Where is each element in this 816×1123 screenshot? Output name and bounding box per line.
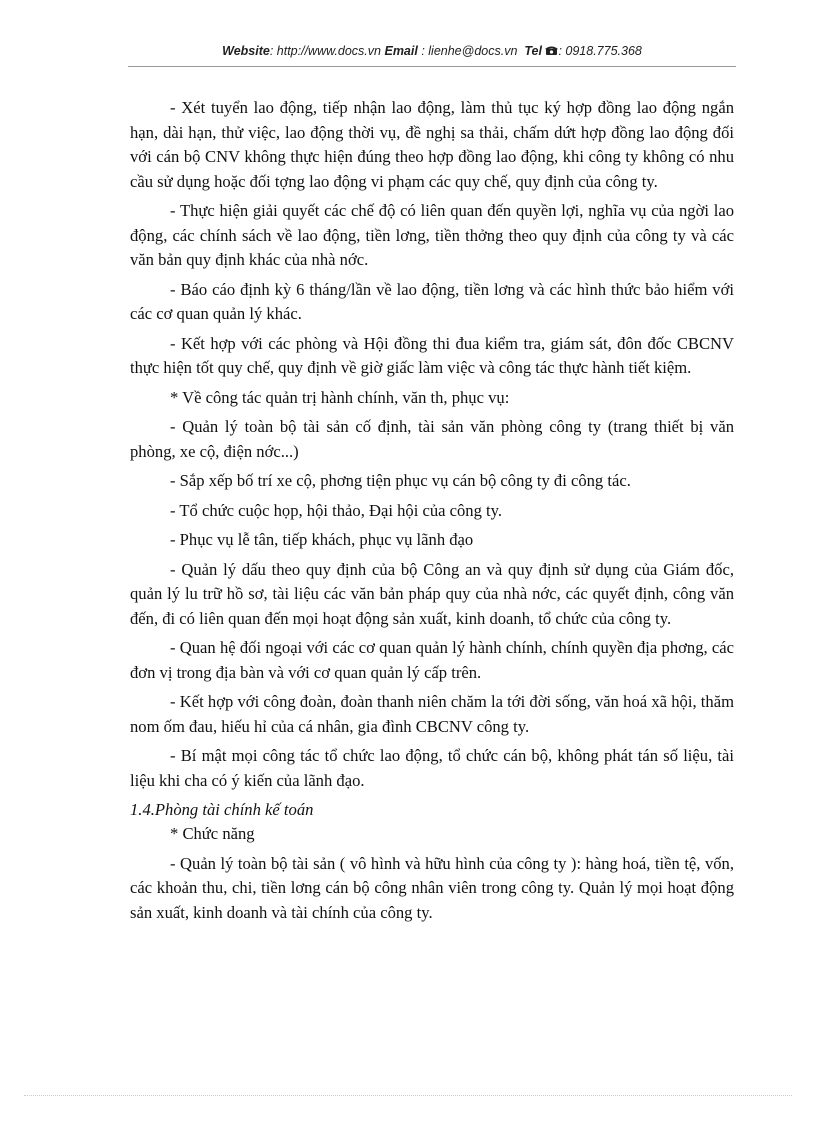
paragraph: - Thực hiện giải quyết các chế độ có liên quan đến quyền lợi, nghĩa vụ của ngời lao động, các chính sách về lao động, tiền lơng, tiền thởng theo quy định của công ty và các văn bản quy định khác của nhà nớc. [130, 201, 734, 269]
section-heading: 1.4.Phòng tài chính kế toán [130, 800, 314, 819]
subsection-title: * Chức năng [170, 824, 255, 843]
paragraph: - Kết hợp với các phòng và Hội đồng thi đua kiểm tra, giám sát, đôn đốc CBCNV thực hiện tốt quy chế, quy định về giờ giấc làm việc và công tác thực hành tiết kiệm. [130, 333, 734, 377]
paragraph: - Quản lý toàn bộ tài sản cố định, tài sản văn phòng công ty (trang thiết bị văn phòng, xe cộ, điện nớc...) [130, 417, 734, 461]
document-body [130, 96, 734, 930]
paragraph: - Kết hợp với công đoàn, đoàn thanh niên chăm la tới đời sống, văn hoá xã hội, thăm nom ốm đau, hiếu hỉ của cá nhân, gia đình CBCNV công ty. [130, 692, 734, 736]
paragraph: - Báo cáo định kỳ 6 tháng/lần về lao động, tiền lơng và các hình thức bảo hiểm với các cơ quan quản lý khác. [130, 279, 734, 323]
subsection-title: * Về công tác quản trị hành chính, văn th, phục vụ: [170, 387, 510, 407]
email-address: : lienhe@docs.vn [417, 44, 518, 58]
header-divider [128, 66, 736, 67]
paragraph: - Bí mật mọi công tác tổ chức lao động, tổ chức cán bộ, không phát tán số liệu, tài liệu khi cha có ý kiến của lãnh đạo. [130, 746, 734, 790]
paragraph: - Sắp xếp bố trí xe cộ, phơng tiện phục vụ cán bộ công ty đi công tác. [170, 471, 631, 490]
website-label: Website [222, 44, 270, 58]
tel-label: Tel [524, 44, 542, 58]
page-header [128, 44, 736, 58]
tel-number: : 0918.775.368 [558, 44, 642, 58]
paragraph: - Phục vụ lễ tân, tiếp khách, phục vụ lãnh đạo [170, 530, 474, 549]
phone-icon [545, 45, 558, 56]
email-label: Email [384, 44, 418, 58]
paragraph: - Tổ chức cuộc họp, hội thảo, Đại hội của công ty. [170, 500, 503, 520]
paragraph: - Xét tuyển lao động, tiếp nhận lao động, làm thủ tục ký hợp đồng lao động ngắn hạn, dài hạn, thử việc, lao động thời vụ, đề nghị sa thải, chấm dứt hợp đồng lao động đối với cán bộ CNV không thực hiện đúng theo hợp đồng lao động, khi công ty không có nhu cầu sử dụng hoặc đối tợng lao động vi phạm các quy chế, quy định của công ty. [130, 98, 734, 191]
website-url: : http://www.docs.vn [269, 44, 381, 58]
paragraph: - Quản lý toàn bộ tài sản ( vô hình và hữu hình của công ty ): hàng hoá, tiền tệ, vốn, các khoản thu, chi, tiền lơng cán bộ công nhân viên trong công ty. Quản lý mọi hoạt động sản xuất, kinh doanh và tài chính của công ty. [130, 853, 734, 922]
paragraph: - Quản lý dấu theo quy định của bộ Công an và quy định sử dụng của Giám đốc, quản lý lu trữ hồ sơ, tài liệu các văn bản pháp quy của nhà nớc, các quyết định, công văn đến, đi có liên quan đến mọi hoạt động sản xuất, kinh doanh, tổ chức của công ty. [130, 559, 734, 628]
footer-divider [24, 1095, 792, 1096]
paragraph: - Quan hệ đối ngoại với các cơ quan quản lý hành chính, chính quyền địa phơng, các đơn vị trong địa bàn và với cơ quan quản lý cấp trên. [130, 638, 734, 682]
